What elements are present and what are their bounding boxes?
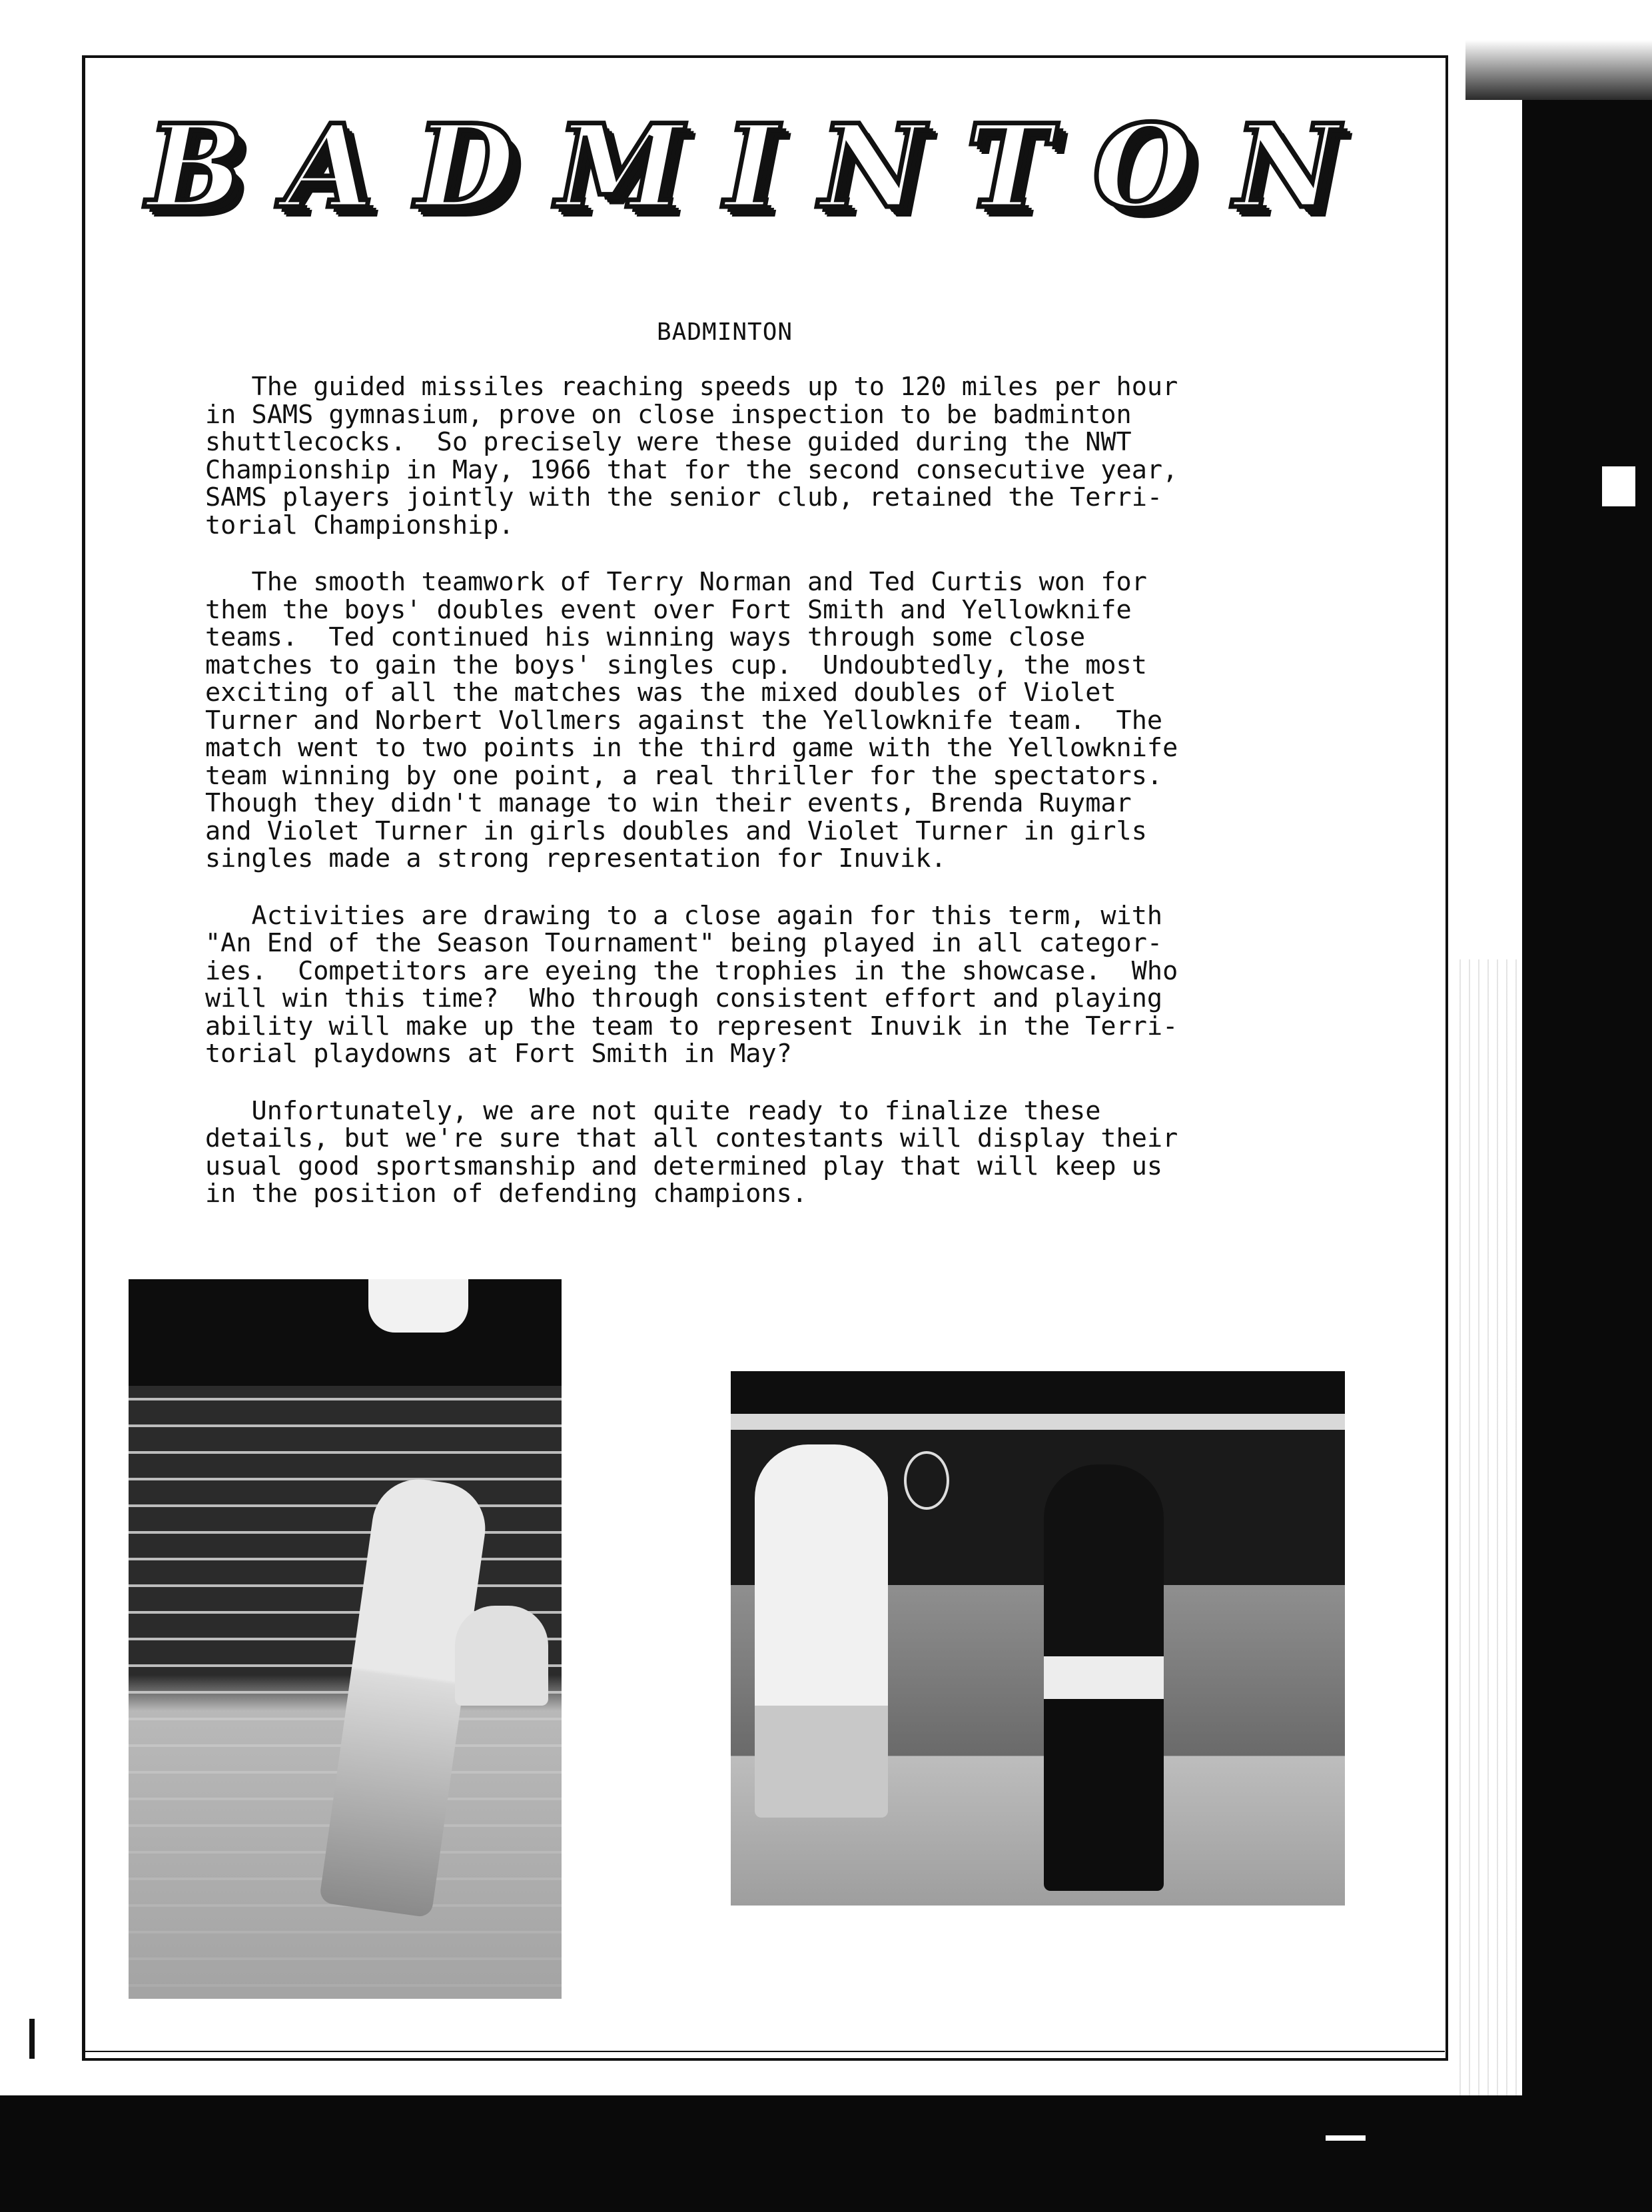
photo-racket (904, 1451, 949, 1510)
scan-edge-top-right (1465, 0, 1652, 100)
scan-mark (29, 2019, 35, 2059)
scan-edge-right (1522, 100, 1652, 2212)
banner-letter: T (966, 99, 1052, 234)
text-line: ability will make up the team to represent Inuvik in the Terri- (205, 1011, 1178, 1041)
text-line: details, but we're sure that all contestants will display their (205, 1123, 1178, 1153)
photo-light-fixture (368, 1279, 468, 1333)
article-body (205, 373, 1457, 1237)
scan-edge-speck (1326, 2135, 1366, 2141)
photo-spectator-figure (455, 1606, 548, 1706)
photo-badminton-smash (129, 1279, 562, 1999)
text-line: Though they didn't manage to win their events, Brenda Ruymar (205, 788, 1132, 818)
text-line: singles made a strong representation for Inuvik. (205, 843, 947, 873)
text-line: will win this time? Who through consistent effort and playing (205, 983, 1163, 1013)
article-heading: BADMINTON (657, 318, 793, 346)
text-line: Turner and Norbert Vollmers against the Yellowknife team. The (205, 705, 1163, 736)
paragraph (205, 902, 1457, 1068)
photo-female-player (1044, 1464, 1164, 1891)
text-line: in SAMS gymnasium, prove on close inspection to be badminton (205, 399, 1132, 430)
banner-letter: O (1092, 99, 1193, 234)
scan-edge-streaks (1455, 959, 1522, 2212)
text-line: Activities are drawing to a close again for this term, with (205, 900, 1163, 931)
text-line: "An End of the Season Tournament" being played in all categor- (205, 928, 1163, 958)
photo-male-player (755, 1444, 888, 1818)
banner-letter: D (415, 99, 515, 234)
scan-edge-notch (1602, 466, 1635, 506)
page-border-inner-bottom (82, 2051, 1445, 2052)
banner-letter: B (147, 99, 244, 234)
banner-letter: N (819, 99, 925, 234)
text-line: them the boys' doubles event over Fort Smith and Yellowknife (205, 594, 1132, 625)
text-line: match went to two points in the third game with the Yellowknife (205, 733, 1178, 763)
paragraph (205, 373, 1457, 539)
text-line: team winning by one point, a real thriller for the spectators. (205, 760, 1163, 791)
text-line: Unfortunately, we are not quite ready to finalize these (205, 1095, 1101, 1126)
text-line: torial playdowns at Fort Smith in May? (205, 1039, 792, 1069)
banner-title (147, 99, 1339, 234)
banner-letter: N (1234, 99, 1339, 234)
text-line: The smooth teamwork of Terry Norman and Ted Curtis won for (205, 567, 1147, 597)
text-line: shuttlecocks. So precisely were these guided during the NWT (205, 427, 1132, 457)
banner-letter: A (284, 99, 374, 234)
text-line: SAMS players jointly with the senior club, retained the Terri- (205, 482, 1163, 512)
text-line: in the position of defending champions. (205, 1179, 807, 1209)
text-line: Championship in May, 1966 that for the second consecutive year, (205, 454, 1178, 485)
text-line: The guided missiles reaching speeds up to 120 miles per hour (205, 372, 1178, 402)
text-line: exciting of all the matches was the mixed doubles of Violet (205, 678, 1116, 708)
text-line: ies. Competitors are eyeing the trophies in the showcase. Who (205, 955, 1178, 986)
text-line: usual good sportsmanship and determined play that will keep us (205, 1151, 1163, 1181)
scan-edge-bottom (0, 2095, 1652, 2212)
text-line: and Violet Turner in girls doubles and Violet Turner in girls (205, 816, 1147, 846)
text-line: matches to gain the boys' singles cup. Undoubtedly, the most (205, 650, 1147, 680)
photo-ceiling (129, 1279, 562, 1386)
photo-mixed-doubles (731, 1371, 1345, 1906)
text-line: teams. Ted continued his winning ways through some close (205, 622, 1086, 652)
paragraph (205, 1097, 1457, 1208)
banner-letter: I (724, 99, 779, 234)
paragraph (205, 568, 1457, 873)
banner-letter: M (556, 99, 683, 234)
text-line: torial Championship. (205, 510, 514, 540)
